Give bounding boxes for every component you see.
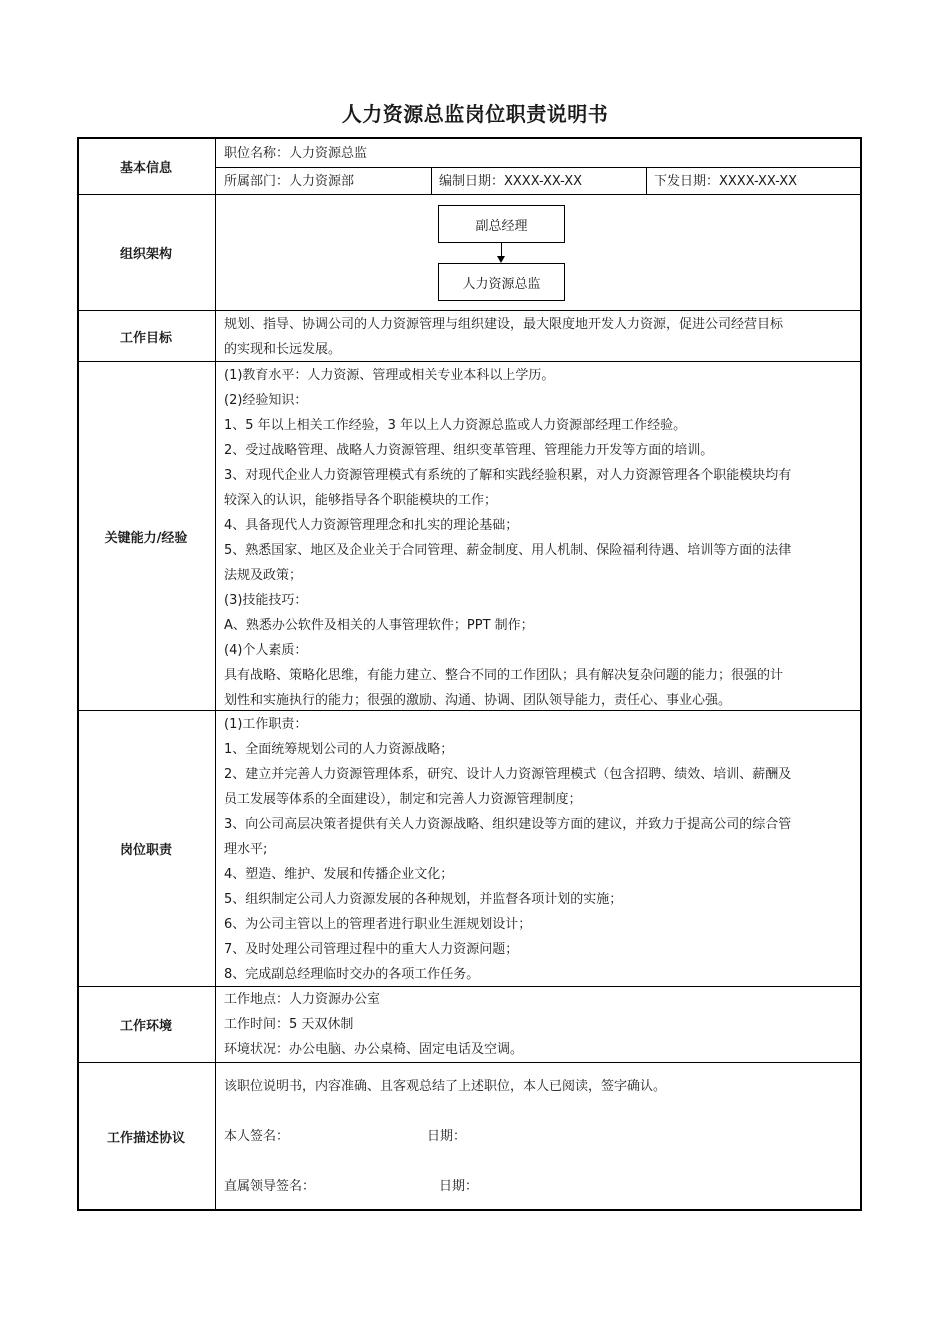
work-goal-line: 规划、指导、协调公司的人力资源管理与组织建设，最大限度地开发人力资源，促进公司经营目标 [224, 317, 784, 332]
duty-line: 6、为公司主管以上的管理者进行职业生涯规划设计； [224, 917, 532, 932]
leader-date-label: 日期： [439, 1179, 479, 1194]
org-position-box: 人力资源总监 [438, 263, 565, 301]
ability-line: (1)教育水平：人力资源、管理或相关专业本科以上学历。 [224, 368, 555, 383]
issue-date: 下发日期：XXXX-XX-XX [654, 174, 798, 189]
work-goal-line: 的实现和长远发展。 [224, 342, 342, 357]
duty-line: 5、组织制定公司人力资源发展的各种规划，并监督各项计划的实施； [224, 892, 623, 907]
environment-line: 工作地点：人力资源办公室 [224, 992, 381, 1007]
ability-line: 1、5 年以上相关工作经验，3 年以上人力资源总监或人力资源部经理工作经验。 [224, 418, 687, 433]
agreement-label: 工作描述协议 [106, 1131, 185, 1146]
compile-date: 编制日期：XXXX-XX-XX [439, 174, 583, 189]
duty-line: 2、建立并完善人力资源管理体系，研究、设计人力资源管理模式（包含招聘、绩效、培训、薪酬及 [224, 767, 792, 782]
ability-line: A、熟悉办公软件及相关的人事管理软件；PPT 制作； [224, 618, 534, 633]
duty-line: 理水平; [224, 842, 268, 857]
department: 所属部门：人力资源部 [224, 174, 355, 189]
duty-line: 8、完成副总经理临时交办的各项工作任务。 [224, 967, 480, 982]
work-goal-text [224, 312, 854, 362]
duty-line: 4、塑造、维护、发展和传播企业文化； [224, 867, 454, 882]
basic-info-inner-divider [215, 167, 861, 168]
org-connector-line [501, 243, 502, 257]
ability-line: (3)技能技巧： [224, 593, 308, 608]
self-signature-label: 本人签名： [224, 1129, 290, 1144]
basic-info-label: 基本信息 [119, 161, 172, 176]
ability-line: 2、受过战略管理、战略人力资源管理、组织变革管理、管理能力开发等方面的培训。 [224, 443, 714, 458]
ability-line: 5、熟悉国家、地区及企业关于合同管理、薪金制度、用人机制、保险福利待遇、培训等方面的法律 [224, 543, 792, 558]
arrow-down-icon [497, 256, 505, 263]
date-date-divider [646, 167, 647, 194]
ability-line: 较深入的认识，能够指导各个职能模块的工作； [224, 493, 498, 508]
dept-date-divider [431, 167, 432, 194]
key-abilities-label: 关键能力/经验 [104, 530, 188, 546]
work-goal-label: 工作目标 [119, 330, 172, 346]
agreement-statement: 该职位说明书，内容准确、且客观总结了上述职位，本人已阅读，签字确认。 [224, 1079, 667, 1094]
environment-label: 工作环境 [119, 1019, 172, 1034]
org-superior-box: 副总经理 [438, 205, 565, 243]
label-column-divider [215, 138, 216, 1210]
ability-line: (2)经验知识： [224, 393, 308, 408]
leader-signature-label: 直属领导签名： [224, 1179, 316, 1194]
duty-line: (1)工作职责： [224, 717, 308, 732]
self-date-label: 日期： [427, 1129, 467, 1144]
environment-text [224, 987, 854, 1062]
duty-line: 7、及时处理公司管理过程中的重大人力资源问题； [224, 942, 519, 957]
ability-line: (4)个人素质： [224, 643, 308, 658]
duties-text [224, 712, 854, 987]
environment-line: 环境状况：办公电脑、办公桌椅、固定电话及空调。 [224, 1042, 524, 1057]
org-structure-label: 组织架构 [119, 247, 172, 262]
duty-line: 1、全面统筹规划公司的人力资源战略； [224, 742, 454, 757]
ability-line: 划性和实施执行的能力；很强的激励、沟通、协调、团队领导能力，责任心、事业心强。 [224, 693, 732, 708]
document-title: 人力资源总监岗位职责说明书 [341, 102, 609, 126]
environment-line: 工作时间：5 天双休制 [224, 1017, 354, 1032]
ability-line: 4、具备现代人力资源管理理念和扎实的理论基础； [224, 518, 519, 533]
ability-line: 3、对现代企业人力资源管理模式有系统的了解和实践经验积累，对人力资源管理各个职能模块均有 [224, 468, 792, 483]
key-abilities-text [224, 363, 854, 713]
ability-line: 具有战略、策略化思维，有能力建立、整合不同的工作团队；具有解决复杂问题的能力；很强的计 [224, 668, 784, 683]
duty-line: 3、向公司高层决策者提供有关人力资源战略、组织建设等方面的建议，并致力于提高公司的综合管 [224, 817, 792, 832]
ability-line: 法规及政策； [224, 568, 303, 583]
duty-line: 员工发展等体系的全面建设），制定和完善人力资源管理制度； [224, 792, 582, 807]
duties-label: 岗位职责 [119, 843, 172, 858]
position-name: 职位名称：人力资源总监 [224, 146, 368, 161]
